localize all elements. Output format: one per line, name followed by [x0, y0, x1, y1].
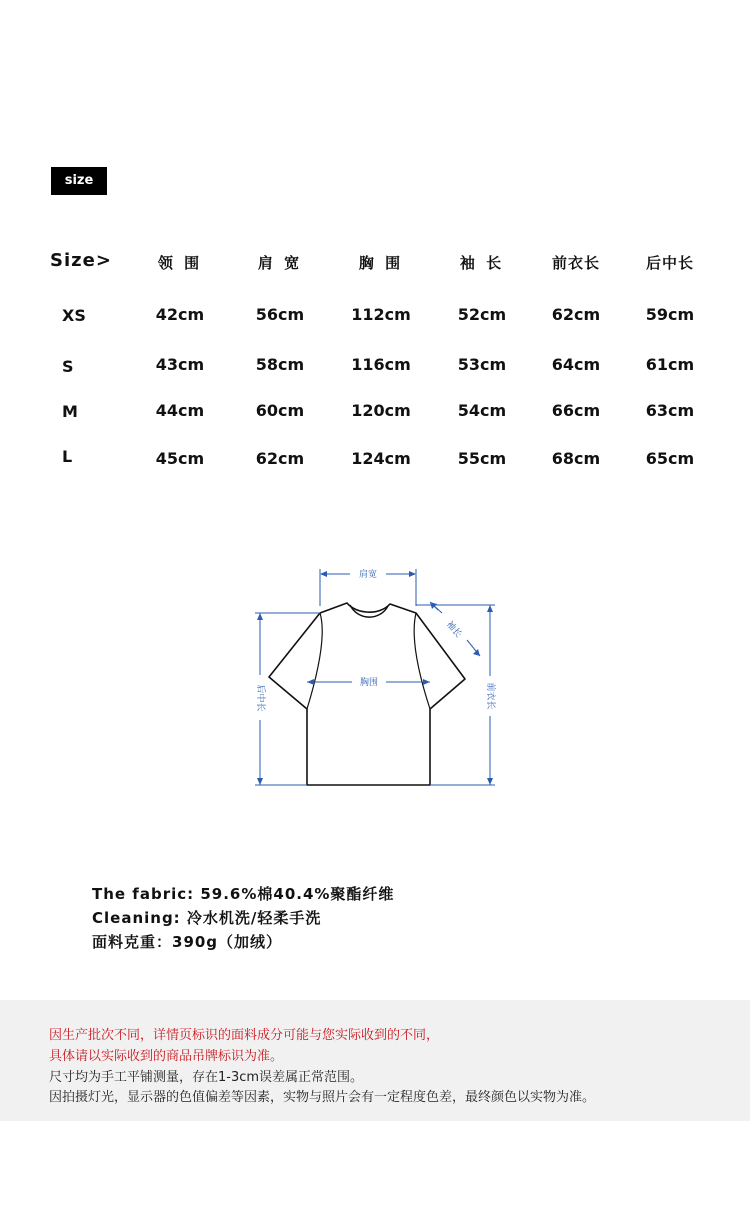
table-cell: 62cm	[255, 449, 305, 468]
table-cell: 112cm	[351, 305, 411, 324]
column-header-back-length: 后中长	[645, 254, 694, 272]
shoulder-label: 肩宽	[358, 570, 378, 580]
table-cell: 42cm	[155, 305, 205, 324]
notice-line-2: 具体请以实际收到的商品吊牌标识为准。	[49, 1049, 284, 1064]
size-header: Size>	[50, 250, 112, 271]
table-cell: 54cm	[457, 401, 507, 420]
tshirt-outline	[269, 603, 465, 785]
table-cell: 59cm	[645, 305, 695, 324]
table-cell: 124cm	[351, 449, 411, 468]
row-label-l: L	[62, 447, 73, 466]
fabric-info: The fabric: 59.6%棉40.4%聚酯纤维	[92, 885, 395, 903]
table-cell: 43cm	[155, 355, 205, 374]
front-length-label: 前衣长	[485, 682, 495, 710]
table-cell: 68cm	[551, 449, 601, 468]
chest-label: 胸围	[359, 678, 379, 688]
notice-panel	[0, 1000, 750, 1121]
table-cell: 116cm	[351, 355, 411, 374]
table-cell: 120cm	[351, 401, 411, 420]
table-cell: 52cm	[457, 305, 507, 324]
row-label-xs: XS	[62, 306, 86, 325]
tshirt-measurement-diagram	[245, 560, 505, 800]
column-header-neck: 领 围	[157, 254, 203, 272]
table-cell: 60cm	[255, 401, 305, 420]
column-header-sleeve: 袖 长	[459, 254, 505, 272]
weight-info: 面料克重：390g（加绒）	[92, 933, 283, 951]
tshirt-collar	[350, 605, 388, 617]
column-header-front-length: 前衣长	[551, 254, 600, 272]
notice-line-1: 因生产批次不同，详情页标识的面料成分可能与您实际收到的不同，	[49, 1028, 440, 1043]
table-cell: 64cm	[551, 355, 601, 374]
table-cell: 45cm	[155, 449, 205, 468]
table-cell: 56cm	[255, 305, 305, 324]
row-label-s: S	[62, 357, 74, 376]
size-tag: size	[51, 167, 107, 195]
row-label-m: M	[62, 402, 78, 421]
notice-line-3: 尺寸均为手工平铺测量，存在1-3cm误差属正常范围。	[49, 1070, 364, 1085]
cleaning-info: Cleaning: 冷水机洗/轻柔手洗	[92, 909, 322, 927]
table-cell: 55cm	[457, 449, 507, 468]
table-cell: 58cm	[255, 355, 305, 374]
table-cell: 62cm	[551, 305, 601, 324]
column-header-shoulder: 肩 宽	[257, 254, 303, 272]
back-length-label: 后中长	[255, 684, 265, 712]
table-cell: 53cm	[457, 355, 507, 374]
table-cell: 66cm	[551, 401, 601, 420]
table-cell: 63cm	[645, 401, 695, 420]
table-cell: 61cm	[645, 355, 695, 374]
table-cell: 44cm	[155, 401, 205, 420]
sleeve-label: 袖长	[443, 619, 464, 640]
column-header-chest: 胸 围	[358, 254, 404, 272]
notice-line-4: 因拍摄灯光，显示器的色值偏差等因素，实物与照片会有一定程度色差，最终颜色以实物为准。	[49, 1090, 596, 1105]
table-cell: 65cm	[645, 449, 695, 468]
